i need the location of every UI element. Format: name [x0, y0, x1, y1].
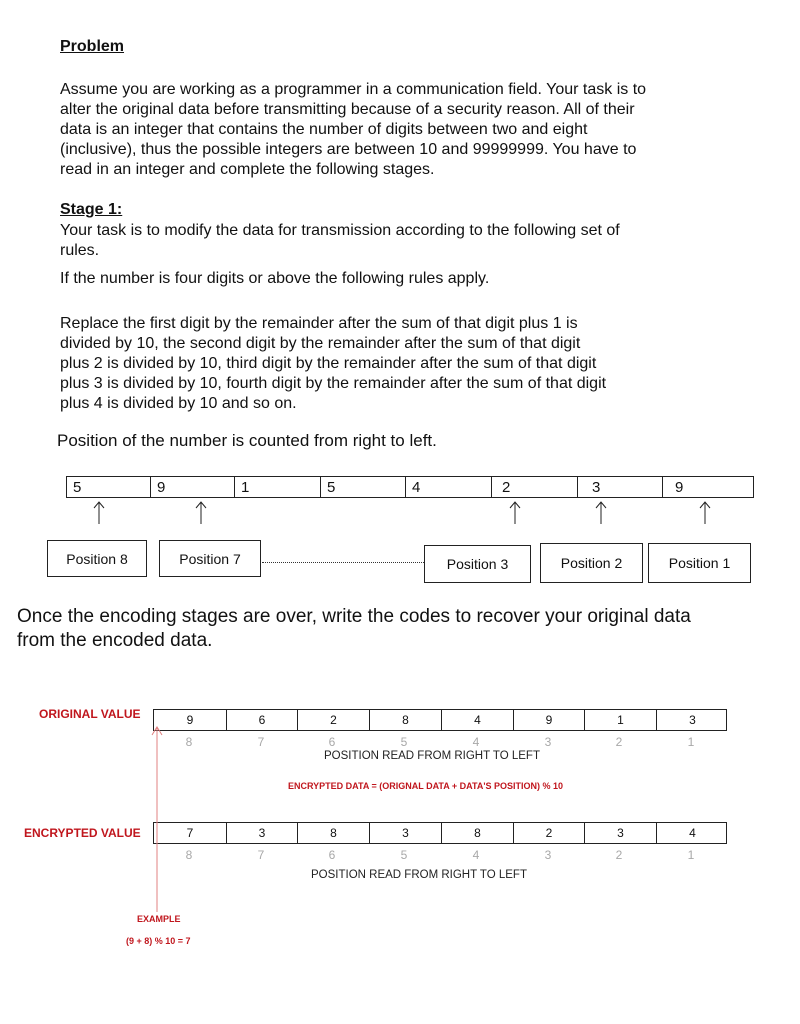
stage1-line: Your task is to modify the data for transmission according to the following set of — [60, 222, 620, 239]
position-number: 3 — [544, 735, 552, 749]
encryption-formula: ENCRYPTED DATA = (ORIGNAL DATA + DATA'S POSITION) % 10 — [288, 781, 563, 791]
position-8-label: Position 8 — [47, 540, 147, 577]
original-value-row — [153, 709, 727, 731]
stage1-line: rules. — [60, 242, 100, 259]
digit-cell: 4 — [405, 477, 491, 497]
encrypted-position-caption: POSITION READ FROM RIGHT TO LEFT — [311, 869, 527, 881]
problem-line: data is an integer that contains the number of digits between two and eight — [60, 121, 588, 138]
encrypted-cell: 8 — [441, 823, 513, 843]
recover-line: from the encoded data. — [17, 630, 213, 651]
rule-line: divided by 10, the second digit by the remainder after the sum of that digit — [60, 335, 581, 352]
position-number: 4 — [472, 848, 480, 862]
problem-line: read in an integer and complete the following stages. — [60, 161, 435, 178]
stage1-heading: Stage 1: — [60, 201, 123, 218]
position-number: 5 — [400, 735, 408, 749]
up-arrow-icon — [595, 500, 607, 524]
original-position-caption: POSITION READ FROM RIGHT TO LEFT — [324, 750, 540, 762]
dotted-connector — [262, 562, 424, 563]
original-value-label: ORIGINAL VALUE — [39, 707, 141, 721]
digit-cell: 5 — [320, 477, 405, 497]
encrypted-value-label: ENCRYPTED VALUE — [24, 826, 141, 840]
position-3-label: Position 3 — [424, 545, 531, 583]
problem-line: (inclusive), thus the possible integers are between 10 and 99999999. You have to — [60, 141, 637, 158]
position-number: 8 — [185, 848, 193, 862]
position-number: 8 — [185, 735, 193, 749]
position-7-label: Position 7 — [159, 540, 261, 577]
position-2-label: Position 2 — [540, 543, 643, 583]
problem-line: alter the original data before transmitting because of a security reason. All of their — [60, 101, 635, 118]
encrypted-cell: 3 — [584, 823, 656, 843]
encrypted-cell: 3 — [369, 823, 441, 843]
position-number: 1 — [687, 735, 695, 749]
example-arrow-icon — [150, 724, 170, 914]
position-number: 5 — [400, 848, 408, 862]
rule-line: Replace the first digit by the remainder after the sum of that digit plus 1 is — [60, 315, 578, 332]
digit-cell: 9 — [150, 477, 234, 497]
problem-line: Assume you are working as a programmer in a communication field. Your task is to — [60, 81, 647, 98]
rule-intro: If the number is four digits or above the following rules apply. — [60, 270, 490, 287]
position-number: 7 — [257, 735, 265, 749]
problem-paragraph — [60, 80, 718, 180]
digit-cell: 5 — [73, 479, 82, 496]
position-number: 6 — [328, 735, 336, 749]
rule-paragraph — [60, 314, 696, 414]
digit-cell: 3 — [577, 477, 662, 497]
position-number: 2 — [615, 848, 623, 862]
digit-row — [66, 476, 754, 498]
rule-line: plus 3 is divided by 10, fourth digit by the remainder after the sum of that digit — [60, 375, 607, 392]
original-cell: 8 — [369, 710, 441, 730]
position-number: 6 — [328, 848, 336, 862]
up-arrow-icon — [195, 500, 207, 524]
encrypted-cell: 4 — [656, 823, 728, 843]
original-cell: 4 — [441, 710, 513, 730]
digit-cell: 1 — [234, 477, 320, 497]
recover-line: Once the encoding stages are over, write the codes to recover your original data — [17, 606, 691, 627]
up-arrow-icon — [93, 500, 105, 524]
position-number: 4 — [472, 735, 480, 749]
encrypted-cell: 2 — [513, 823, 584, 843]
digit-cell: 2 — [491, 477, 577, 497]
example-calc: (9 + 8) % 10 = 7 — [126, 936, 191, 946]
up-arrow-icon — [699, 500, 711, 524]
rule-line: plus 2 is divided by 10, third digit by the remainder after the sum of that digit — [60, 355, 597, 372]
recover-paragraph — [17, 605, 691, 653]
position-number: 1 — [687, 848, 695, 862]
position-number: 3 — [544, 848, 552, 862]
problem-heading: Problem — [60, 38, 125, 55]
original-cell: 3 — [656, 710, 728, 730]
up-arrow-icon — [509, 500, 521, 524]
position-number: 2 — [615, 735, 623, 749]
encrypted-cell: 8 — [297, 823, 369, 843]
digit-cell: 9 — [662, 477, 755, 497]
original-cell: 1 — [584, 710, 656, 730]
position-1-label: Position 1 — [648, 543, 751, 583]
original-cell: 2 — [297, 710, 369, 730]
encrypted-cell: 3 — [226, 823, 297, 843]
stage1-paragraph — [60, 221, 718, 261]
position-note: Position of the number is counted from right to left. — [57, 431, 437, 450]
original-cell: 6 — [226, 710, 297, 730]
original-cell: 9 — [186, 713, 194, 727]
example-label: EXAMPLE — [137, 914, 181, 924]
encrypted-cell: 7 — [186, 826, 194, 840]
encrypted-value-row — [153, 822, 727, 844]
position-number: 7 — [257, 848, 265, 862]
rule-line: plus 4 is divided by 10 and so on. — [60, 395, 297, 412]
original-cell: 9 — [513, 710, 584, 730]
